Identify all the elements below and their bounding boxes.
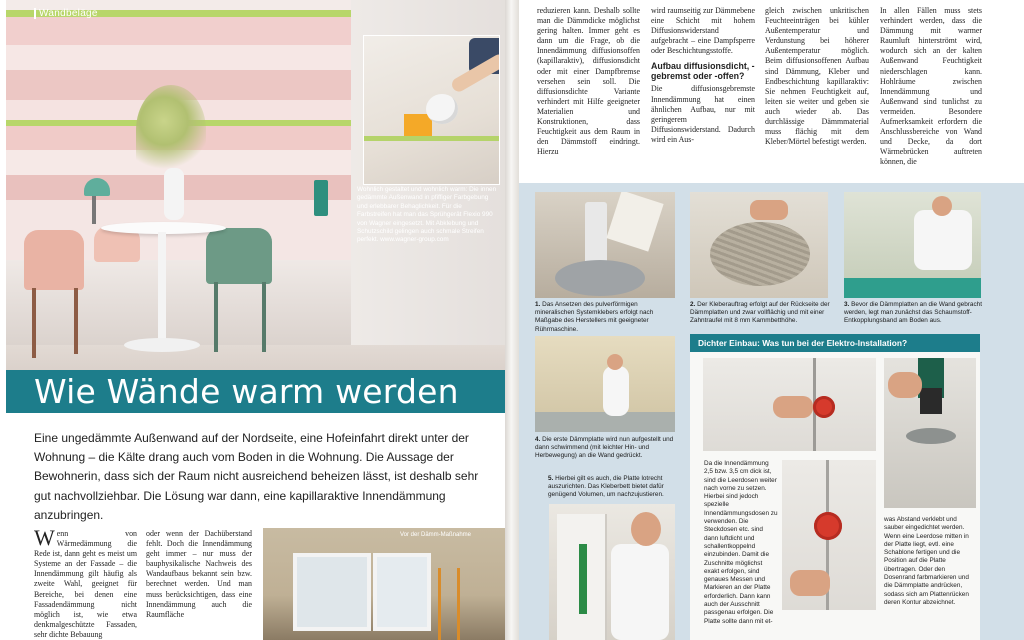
body-column-2: oder wenn der Dachüberstand fehlt. Doch die Innendämmung geht immer – nur muss der bauphysikalische Nachweis des Wandaufbaus bekannt sein bzw. berechnet werden. Und man muss berücksichtigen, dass eine Innendämmung auch die Raumfläche	[146, 529, 252, 619]
step-5-caption: 5. Hierbei gilt es auch, die Platte lotrecht auszurichten. Das Kleberbett bietet dafür genügend Volumen, um nachzujustieren.	[548, 475, 664, 499]
socket-box-icon	[814, 512, 842, 540]
decor-branches	[136, 85, 206, 175]
info-photo-drill	[884, 358, 976, 508]
info-box-heading: Dichter Einbau: Was tun bei der Elektro-Installation?	[690, 334, 980, 352]
before-photo-caption: Vor der Dämm-Maßnahme	[400, 532, 472, 538]
subheading: Aufbau diffusionsdicht, -gebremst oder -offen?	[651, 61, 755, 82]
step-3-caption: 3. Bevor die Dämmplatten an die Wand gebracht werden, legt man zunächst das Schaumstoff-Entkopplungsband am Boden aus.	[844, 301, 982, 325]
socket-box-icon	[813, 396, 835, 418]
decor-vase	[164, 168, 184, 220]
before-photo	[263, 528, 505, 640]
step-1-caption: 1. Das Ansetzen des pulverförmigen mineralischen Systemklebers erfolgt nach Maßgabe des Herstellers mit geeigneter Rührmaschine.	[535, 301, 654, 333]
lamp	[84, 178, 110, 196]
info-text-right: was Abstand verklebt und sauber eingedichtet werden. Wenn eine Leerdose mitten in der Platte liegt, evtl. eine Schablone fertigen und die Position auf die Platte übertragen. Oder den Dosenrand farbmarkieren und die Dämmplatte andrücken, sodass sich am Plattenrücken deren Kontur abzeichnet.	[884, 516, 969, 606]
ladder	[438, 568, 460, 640]
lamp-stand	[92, 196, 96, 224]
info-photo-measure	[703, 358, 876, 451]
hero-caption: Wohnlich gestaltet und wohnlich warm: Die innen gedämmte Außenwand in pfiffiger Farbgebung und erlebbarer Behaglichkeit. Für die Farbstreifen hat man das Sprühgerät Flexio 990 von Wagner eingesetzt. Mit Abklebung und Schutzschild gelingen auch schmale Streifen perfekt. www.wagner-group.com	[357, 186, 497, 244]
page-gutter	[505, 0, 519, 640]
step-3-photo	[844, 192, 981, 298]
step-4-photo	[535, 336, 675, 432]
lead-paragraph: Eine ungedämmte Außenwand auf der Nordseite, eine Hofeinfahrt direkt unter der Wohnung – die Kälte drang auch vom Boden in die Wohnung. Die Aussage der Bewohnerin, dass sich der Raum nicht ausreichend beheizen lässt, ist deshalb sehr gut nachvollziehbar. Die Lösung war dann, eine kapillaraktive Innendämmung anzubringen.	[34, 431, 479, 522]
step-4-caption: 4. Die erste Dämmplatte wird nun aufgestellt und dann schwimmend (mit leichter Hin- und Herbewegung) an die Wand gedrückt.	[535, 436, 674, 460]
step-1-photo	[535, 192, 675, 298]
right-column-4: In allen Fällen muss stets verhindert werden, dass die Dämmung mit warmer Raumluft hinterströmt wird, wodurch sich an der kalten Außenwand Feuchtigkeit niederschlagen kann. Hohlräume zwischen Innendämmung und Außenwand sind tunlichst zu vermeiden. Besondere Aufmerksamkeit erfordern die Anschlussbereiche von Wand und Decke, da dort Wärmebrücken auftreten können, die	[880, 6, 982, 167]
spray-gun	[426, 94, 458, 124]
table-stem	[158, 232, 166, 342]
wall-switch	[314, 180, 328, 216]
body-column-1: Wenn von Wärmedämmung die Rede ist, dann geht es meist um Systeme an der Fassade – die Innendämmung gilt häufig als zweite Wahl, geeignet für Bereiche, bei denen eine Fassadendämmung nicht möglich ist, wie etwa denkmalgeschützte Fassaden, sehr dichte Bebauung	[34, 525, 137, 639]
section-tag: Wandbeläge	[34, 8, 98, 19]
chair-pink	[24, 230, 84, 290]
article-title: Wie Wände warm werden	[34, 372, 459, 411]
chair-teal	[206, 228, 272, 284]
info-text-left: Da die Innendämmung 2,5 bzw. 3,5 cm dick ist, sind die Leerdosen weiter nach vorne zu setzen. Hierbei sind jedoch spezielle Innendämmungsdosen zu verwenden. Die Steckdosen etc. sind dann luftdicht und schallentkoppelnd einzubinden. Damit die Zuschnitte möglichst exakt erfolgen, sind genaues Messen und Markieren an der Platte erforderlich. Dann kann auch der Ausschnitt passgenau erfolgen. Die Platte sollte dann mit et-	[704, 460, 778, 625]
step-2-caption: 2. Der Kleberauftrag erfolgt auf der Rückseite der Dämmplatten und zwar vollflächig und mit einer Zahntraufel mit 8 mm Kammbetthöhe.	[690, 301, 830, 325]
right-column-1: reduzieren kann. Deshalb sollte man die Dämmdicke möglichst gering halten. Immer geht es dann um die Frage, ob die Innendämmung diffusionsoffen (kapillaraktiv), diffusionsdicht oder mit einer Dampfbremse versehen sein soll. Die diffusionsdichte Variante verhindert mit Hilfe geeigneter Materialien und Konstruktionen, dass Feuchtigkeit aus dem Raum in den Dämmstoff eindringt. Hierzu	[537, 6, 640, 157]
dropcap: W	[34, 525, 55, 550]
step-2-photo	[690, 192, 828, 298]
inset-photo-sprayer	[363, 35, 500, 185]
table-base	[124, 338, 200, 352]
info-photo-socket	[782, 460, 876, 610]
right-column-2: wird raumseitig zur Dämmebene eine Schicht mit hohem Diffusionswiderstand aufgebracht – eine Dampfsperre oder Beschichtungsstoffe. Aufbau diffusionsdicht, -gebremst oder -offen? Die diffusionsgebremste Innendämmung hat einen ähnlichen Aufbau, nur mit geringerem Diffusionswiderstand. Dadurch wird ein Aus-	[651, 6, 755, 144]
step-5-photo	[549, 504, 675, 640]
right-column-3: gleich zwischen unkritischen Feuchteeinträgen bei kühler Außentemperatur und Verdunstung bei höherer Außentemperatur möglich. Beim diffusionsoffenen Aufbau sind Dämmung, Kleber und Endbeschichtung kapillaraktiv: Sie nehmen Feuchtigkeit auf, leiten sie weiter und geben sie auch wieder ab. Das durchlässige Dämmmaterial muss flächig mit dem Kleber/Mörtel befestigt werden.	[765, 6, 869, 147]
